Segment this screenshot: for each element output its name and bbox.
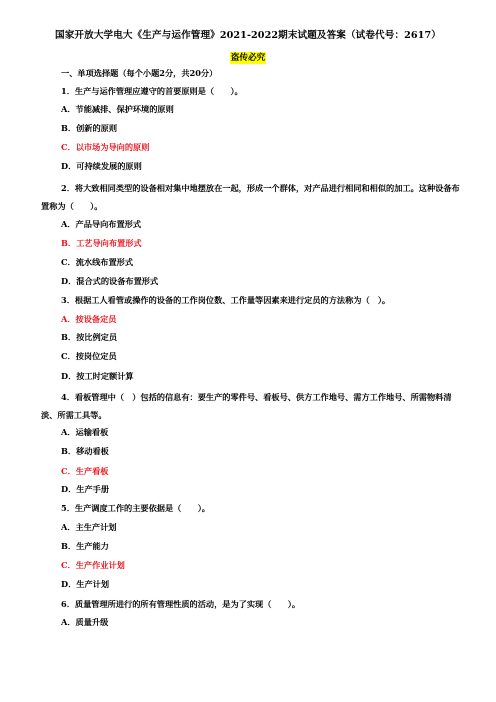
document-title: 国家开放大学电大《生产与运作管理》2021-2022期末试题及答案（试卷代号：2617） xyxy=(55,30,441,41)
question-line: 2．将大致相同类型的设备相对集中地摆放在一起，形成一个群体，对产品进行相同和相似的加工。这种设备布置称为（ ）。 xyxy=(41,183,460,211)
badge-row xyxy=(0,45,496,64)
answer-option: C．以市场为导向的原则 xyxy=(61,142,150,152)
answer-option: B．工艺导向布置形式 xyxy=(61,238,142,248)
question-line: 4．看板管理中（ ）包括的信息有：要生产的零件号、看板号、供方工作地号、需方工作地号、所需物料清淡、所需工具等。 xyxy=(41,392,452,420)
question-line: 6．质量管理所进行的所有管理性质的活动，是为了实现（ ）。 xyxy=(61,599,301,609)
question-line: A．产品导向布置形式 xyxy=(61,219,142,229)
question-line: C．按岗位定员 xyxy=(61,351,117,361)
question-line: 5．生产调度工作的主要依据是（ ）。 xyxy=(61,503,210,513)
section-heading: 一、单项选择题（每个小题2分，共20分） xyxy=(61,68,218,78)
question-line: B．移动看板 xyxy=(61,446,109,456)
question-line: B．生产能力 xyxy=(61,541,109,551)
question-line: A．质量升级 xyxy=(61,617,109,627)
question-line: 1．生产与运作管理应遵守的首要原则是（ ）。 xyxy=(61,86,243,96)
question-line: A．运输看板 xyxy=(61,427,109,437)
question-line: D．生产计划 xyxy=(61,579,110,589)
question-line: B．创新的原则 xyxy=(61,123,118,133)
answer-option: C．生产作业计划 xyxy=(61,560,125,570)
question-line: 3．根据工人看管或操作的设备的工作岗位数、工作量等因素来进行定员的方法称为（ ）。 xyxy=(61,295,391,305)
question-line: D．可持续发展的原则 xyxy=(61,161,142,171)
answer-option: A．按设备定员 xyxy=(61,314,117,324)
question-line: D．混合式的设备布置形式 xyxy=(61,276,159,286)
answer-option: C．生产看板 xyxy=(61,466,109,476)
question-line: B．按比例定员 xyxy=(61,332,118,342)
question-line: D．按工时定额计算 xyxy=(61,371,134,381)
question-line: A．主生产计划 xyxy=(61,522,117,532)
piracy-notice-badge: 盗传必究 xyxy=(230,53,266,63)
question-line: A．节能减排、保护环境的原则 xyxy=(61,104,174,114)
question-line: D．生产手册 xyxy=(61,484,110,494)
question-line: C．流水线布置形式 xyxy=(61,257,134,267)
